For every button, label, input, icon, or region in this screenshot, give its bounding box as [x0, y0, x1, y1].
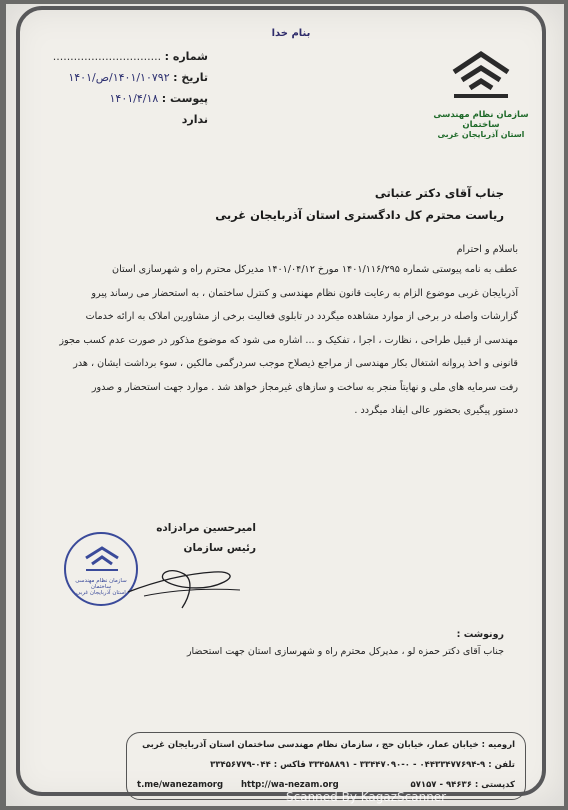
number-row — [38, 46, 208, 67]
number-dots: ............................... — [52, 50, 162, 63]
body-line: عطف به نامه پیوستی شماره ۱۴۰۱/۱۱۶/۲۹۵ مورخ ۱۴۰۱/۰۴/۱۲ مدیرکل محترم راه و شهرسازی استان — [112, 264, 518, 275]
org-province: استان آذربایجان غربی — [437, 130, 525, 139]
cc-heading: رونوشت : — [456, 629, 504, 640]
date-value: ۱۴۰۱/۱۰۷۹۲/ص/۱۴۰۱ — [68, 71, 170, 84]
body-line: مهندسی از قبیل طراحی ، نظارت ، اجرا ، تفکیک و ... اشاره می شود که موضوع مذکور در صورت عدم کسب مجوز — [59, 334, 518, 346]
attachment-label: پیوست : — [161, 92, 208, 105]
carbon-copy-block — [104, 626, 504, 660]
body-line: دستور پیگیری بحضور عالی ایفاد میگردد . — [354, 405, 518, 416]
footer-postal-code: کدپستی : ۹۴۶۳۶ - ۵۷۱۵۷ — [410, 780, 515, 790]
organization-logo — [426, 46, 536, 142]
body-line: گزارشات واصله در برخی از موارد مشاهده میگردد در تابلوی فعالیت برخی از مشاورین املاک به ارائه خدمات — [85, 311, 518, 322]
roof-logo-icon — [446, 46, 516, 104]
none-label: ندارد — [181, 113, 208, 126]
handwritten-signature — [124, 552, 244, 612]
letter-metadata — [38, 46, 208, 130]
stamp-text-org: سازمان نظام مهندسی ساختمان — [75, 578, 127, 590]
scanner-watermark: Scanned By KagazScanner — [286, 790, 447, 804]
body-line: رفت سرمایه های ملی و نهایتاً منجر به ساخت و سازهای غیرمجاز خواهد شد . موارد جهت استحضار و صدور — [91, 381, 518, 393]
org-name: سازمان نظام مهندسی ساختمان — [433, 110, 529, 130]
recipient-title: ریاست محترم کل دادگستری استان آذربایجان غربی — [215, 208, 504, 222]
footer-address: ارومیه : خیابان عمار، خیابان حج ، سازمان نظام مهندسی ساختمان استان آذربایجان غربی — [142, 740, 515, 750]
footer-phones: تلفن : ۹-۰۴۴۳۳۴۷۷۶۹۴ - ۰-۳۳۴۴۷۰۹۰ - ۳۳۴۵۸۸۹۱ فاکس : ۰۴۴-۳۳۴۵۶۷۷۹ — [210, 760, 515, 770]
stamp-text-province: استان آذربایجان غربی — [76, 590, 126, 596]
none-row — [38, 109, 208, 130]
date-label: تاریخ : — [173, 71, 208, 84]
letter-page — [6, 4, 564, 806]
number-label: شماره : — [164, 50, 208, 63]
body-line: قانونی و اخذ پروانه اشتغال بکار مهندسی از مراجع ذیصلاح موجب سردرگمی مالکین ، سوء برداشت ایشان ، هدر — [73, 358, 518, 369]
date-row — [38, 67, 208, 88]
cc-line: جناب آقای دکتر حمزه لو ، مدیرکل محترم راه و شهرسازی استان جهت استحضار — [186, 646, 504, 657]
body-line: آذربایجان غربی موضوع الزام به رعایت قانون نظام مهندسی و کنترل ساختمان ، به استحضار می رساند پیرو — [91, 287, 518, 299]
signer-title: رئیس سازمان — [183, 542, 256, 554]
bismillah-heading: بنام خدا — [271, 28, 311, 39]
greeting: باسلام و احترام — [456, 244, 518, 255]
letter-body — [58, 242, 518, 423]
attachment-value: ۱۴۰۱/۴/۱۸ — [109, 92, 159, 105]
footer-website: http://wa-nezam.org — [241, 780, 339, 790]
stamp-logo-icon — [82, 544, 122, 574]
signer-name: امیرحسین مرادزاده — [156, 522, 256, 534]
recipient-block — [144, 182, 504, 226]
footer-telegram: t.me/wanezamorg — [137, 780, 224, 790]
recipient-name: جناب آقای دکتر عتباتی — [374, 186, 504, 200]
attachment-row — [38, 88, 208, 109]
